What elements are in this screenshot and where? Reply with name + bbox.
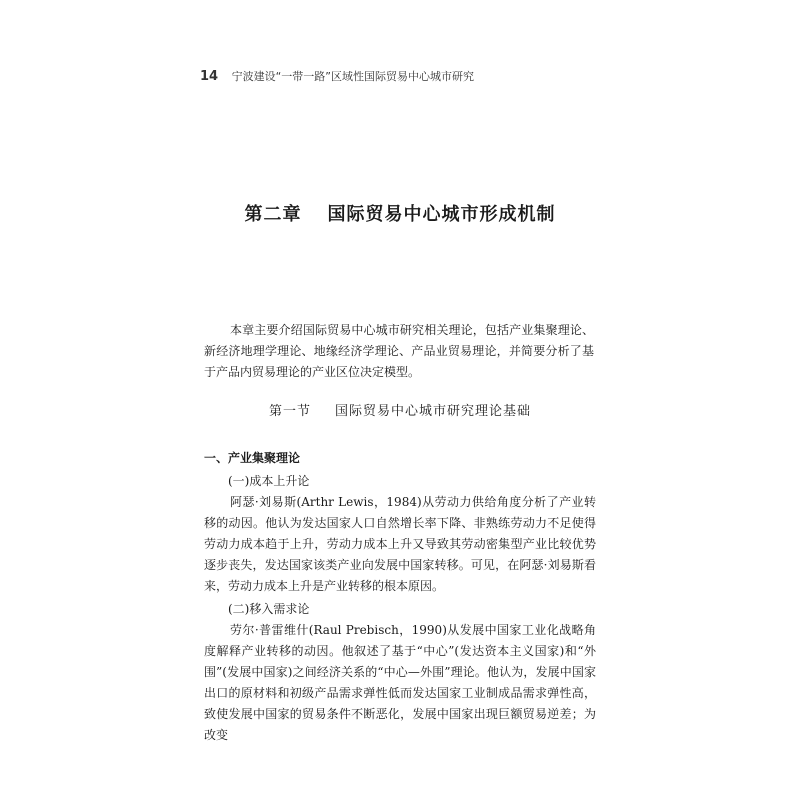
subheading-demand-inflow: (二)移入需求论: [228, 602, 310, 616]
book-title: 宁波建设“一带一路”区域性国际贸易中心城市研究: [231, 70, 474, 83]
heading-industrial-agglomeration: 一、产业集聚理论: [204, 451, 301, 465]
running-header: [200, 68, 474, 84]
paragraph-lewis: 阿瑟·刘易斯(Arthr Lewis，1984)从劳动力供给角度分析了产业转移的动因。他认为发达国家人口自然增长率下降、非熟练劳动力不足使得劳动力成本趋于上升，劳动力成本上升又导致其劳动密集型产业比较优势逐步丧失，发达国家该类产业向发展中国家转移。可见，在阿瑟·刘易斯看来，劳动力成本上升是产业转移的根本原因。: [204, 495, 596, 593]
section-number: 第一节: [268, 404, 311, 419]
section-title: [0, 400, 800, 419]
paragraph-prebisch: 劳尔·普雷维什(Raul Prebisch，1990)从发展中国家工业化战略角度解释产业转移的动因。他叙述了基于“中心”(发达资本主义国家)和“外围”(发展中国家)之间经济关系的“中心—外围”理论。他认为，发展中国家出口的原材料和初级产品需求弹性低而发达国家工业制成品需求弹性高，致使发展中国家的贸易条件不断恶化，发展中国家出现巨额贸易逆差；为改变: [204, 623, 596, 742]
page-number: 14: [200, 69, 219, 84]
chapter-number: 第二章: [244, 204, 302, 225]
subheading-cost-rise: (一)成本上升论: [228, 474, 310, 488]
chapter-name: 国际贸易中心城市形成机制: [327, 204, 556, 225]
section-name: 国际贸易中心城市研究理论基础: [335, 404, 532, 419]
section-body: [204, 448, 596, 746]
chapter-title: [0, 200, 800, 226]
chapter-intro: 本章主要介绍国际贸易中心城市研究相关理论，包括产业集聚理论、新经济地理学理论、地缘经济学理论、产品业贸易理论，并简要分析了基于产品内贸易理论的产业区位决定模型。: [204, 323, 594, 379]
